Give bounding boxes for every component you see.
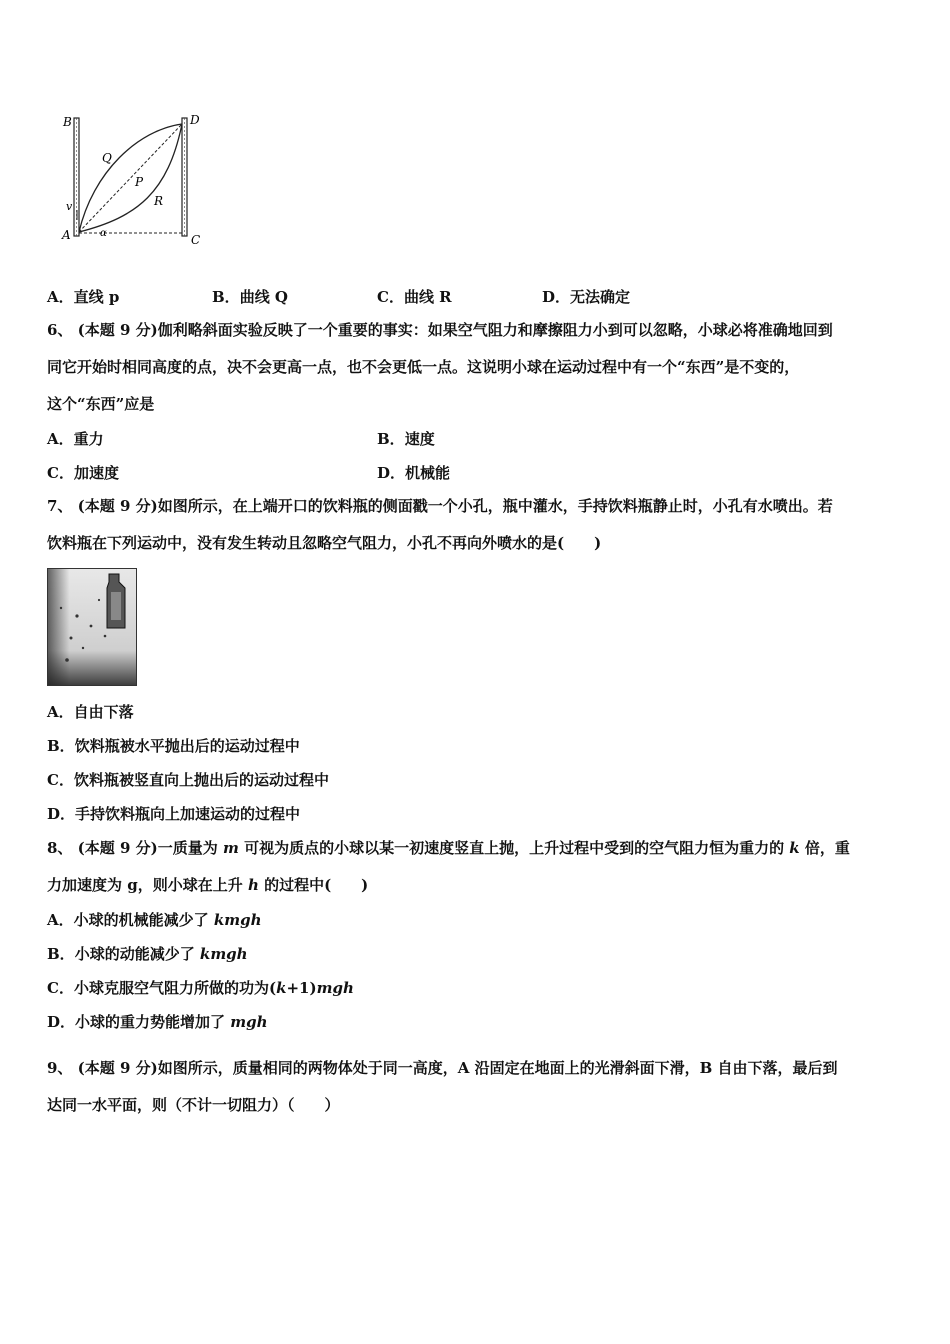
q9-line-2: 达同一水平面，则（不计一切阻力）（ ） — [47, 1096, 340, 1114]
option-letter: D． — [47, 805, 76, 823]
option-text: 小球克服空气阻力所做的功为( — [73, 979, 277, 997]
q6-line-1: 6、 (本题 9 分)伽利略斜面实验反映了一个重要的事实：如果空气阻力和摩擦阻力小到可以忽略，小球必将准确地回到 — [47, 321, 833, 339]
label-v: v — [66, 200, 73, 213]
option-text: 小球的重力势能增加了 — [75, 1013, 231, 1031]
option-math-2: mgh — [316, 979, 354, 997]
q9-line-1: 9、 (本题 9 分)如图所示，质量相同的两物体处于同一高度，A 沿固定在地面上的光滑斜面下滑，B 自由下落，最后到 — [47, 1059, 838, 1077]
q8-line-1: 8、 (本题 9 分)一质量为 m 可视为质点的小球以某一初速度竖直上抛，上升过程中受到的空气阻力恒为重力的 k 倍，重 — [47, 839, 850, 857]
curves-diagram — [58, 112, 208, 252]
q7-line-1: 7、 (本题 9 分)如图所示，在上端开口的饮料瓶的侧面戳一个小孔，瓶中灌水，手持饮料瓶静止时，小孔有水喷出。若 — [47, 497, 833, 515]
option-letter: B． — [377, 430, 405, 448]
option-letter: D． — [542, 288, 571, 306]
option-text: 机械能 — [405, 464, 451, 482]
option-math: k — [276, 979, 287, 997]
option-math: kmgh — [199, 945, 248, 963]
option-text: 自由下落 — [73, 703, 134, 721]
option-text: 饮料瓶被竖直向上抛出后的运动过程中 — [73, 771, 329, 789]
label-d: D — [190, 113, 200, 127]
option-letter: D． — [377, 464, 406, 482]
option-tail: +1) — [286, 979, 317, 997]
option-letter: A． — [47, 911, 74, 929]
q7-option-b[interactable] — [47, 735, 300, 756]
label-b: B — [63, 115, 72, 129]
q6-line-3: 这个“东西”应是 — [47, 395, 155, 413]
option-letter: C． — [47, 464, 74, 482]
option-letter: A． — [47, 703, 74, 721]
label-r: R — [154, 194, 164, 208]
option-letter: C． — [47, 979, 74, 997]
label-a: A — [62, 228, 71, 242]
q5-option-a[interactable] — [47, 286, 119, 307]
q8-option-a[interactable] — [47, 909, 262, 930]
option-text: 手持饮料瓶向上加速运动的过程中 — [75, 805, 301, 823]
option-letter: C． — [377, 288, 404, 306]
option-letter: C． — [47, 771, 74, 789]
label-q: Q — [102, 151, 112, 165]
option-letter: A． — [47, 430, 74, 448]
q8-option-c[interactable] — [47, 977, 354, 998]
q7-option-c[interactable] — [47, 769, 329, 790]
q6-option-a[interactable] — [47, 428, 104, 449]
option-letter: D． — [47, 1013, 76, 1031]
q8-option-d[interactable] — [47, 1011, 268, 1032]
q7-line-2: 饮料瓶在下列运动中，没有发生转动且忽略空气阻力，小孔不再向外喷水的是( ) — [47, 534, 602, 552]
bottle-photo — [47, 568, 137, 686]
label-c: C — [191, 233, 201, 247]
option-math: kmgh — [213, 911, 262, 929]
option-text: 无法确定 — [570, 288, 631, 306]
line-p — [79, 124, 182, 232]
option-text: 速度 — [404, 430, 435, 448]
option-math: mgh — [230, 1013, 268, 1031]
q5-option-d[interactable] — [542, 286, 630, 307]
option-text: 饮料瓶被水平抛出后的运动过程中 — [74, 737, 300, 755]
q8-line-2: 力加速度为 g，则小球在上升 h 的过程中( ) — [47, 876, 369, 894]
option-text: 曲线 Q — [239, 288, 288, 306]
q6-option-c[interactable] — [47, 462, 119, 483]
q5-option-b[interactable] — [212, 286, 288, 307]
option-text: 小球的机械能减少了 — [73, 911, 214, 929]
label-alpha: α — [100, 228, 107, 239]
option-letter: A． — [47, 288, 74, 306]
option-text: 直线 p — [73, 288, 120, 306]
q6-line-2: 同它开始时相同高度的点，决不会更高一点，也不会更低一点。这说明小球在运动过程中有一个“东西”是不变的， — [47, 358, 800, 376]
q6-option-b[interactable] — [377, 428, 435, 449]
option-text: 小球的动能减少了 — [74, 945, 200, 963]
option-text: 曲线 R — [403, 288, 452, 306]
q7-option-a[interactable] — [47, 701, 134, 722]
label-p: P — [135, 175, 144, 189]
option-letter: B． — [47, 737, 75, 755]
option-letter: B． — [212, 288, 240, 306]
q7-option-d[interactable] — [47, 803, 300, 824]
q6-option-d[interactable] — [377, 462, 450, 483]
q8-option-b[interactable] — [47, 943, 248, 964]
option-letter: B． — [47, 945, 75, 963]
option-text: 重力 — [73, 430, 104, 448]
q5-option-c[interactable] — [377, 286, 452, 307]
option-text: 加速度 — [73, 464, 119, 482]
